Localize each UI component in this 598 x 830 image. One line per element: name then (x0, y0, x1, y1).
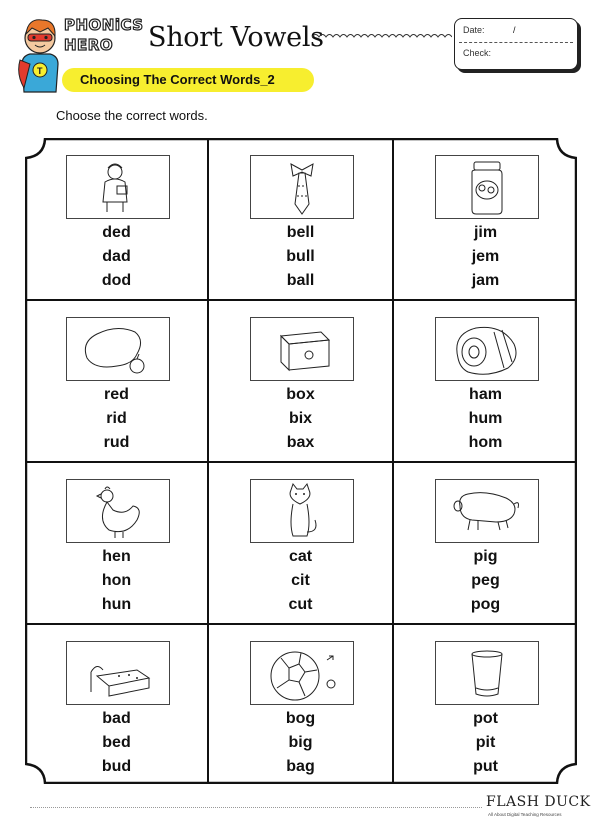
word-option[interactable]: hum (468, 410, 503, 427)
flash-duck-logo (486, 794, 591, 820)
word-option[interactable]: bed (102, 734, 131, 751)
cat-icon (251, 480, 353, 542)
picture-frame (66, 155, 170, 219)
word-option[interactable]: red (104, 386, 129, 403)
word-option[interactable]: dod (101, 272, 132, 289)
word-option[interactable]: rud (103, 434, 130, 451)
logo-tagline: All About Digital Teaching Resources (488, 812, 562, 817)
word-option[interactable]: pog (470, 596, 501, 613)
page-title: Short Vowels (148, 22, 324, 53)
date-label: Date: (463, 25, 485, 35)
picture-frame (66, 317, 170, 381)
word-cell (210, 139, 391, 301)
word-option[interactable]: hun (101, 596, 132, 613)
word-cell (26, 625, 207, 787)
word-cell (26, 463, 207, 625)
ham-icon (436, 318, 538, 380)
word-cell (210, 301, 391, 463)
word-option[interactable]: peg (471, 572, 500, 589)
worksheet-subtitle: Choosing The Correct Words_2 (80, 72, 275, 87)
jam-jar-icon (436, 156, 538, 218)
brand-line-2: HERO (64, 36, 114, 54)
word-option[interactable]: cut (288, 596, 313, 613)
word-option[interactable]: cit (291, 572, 310, 589)
treasure-box-icon (251, 318, 353, 380)
check-label: Check: (463, 48, 492, 58)
word-option[interactable]: big (288, 734, 313, 751)
ball-icon (251, 642, 353, 704)
pig-icon (436, 480, 538, 542)
word-option[interactable]: bax (286, 434, 315, 451)
word-cell (26, 301, 207, 463)
brand-line-1: PHONiCS (64, 16, 144, 34)
bed-icon (67, 642, 169, 704)
word-option[interactable]: bell (286, 224, 315, 241)
word-option[interactable]: bix (288, 410, 313, 427)
picture-frame (435, 641, 539, 705)
word-option[interactable]: bad (102, 710, 131, 727)
word-cell (395, 301, 576, 463)
word-option[interactable]: box (286, 386, 315, 403)
logo-text: FLASH DUCK (486, 794, 591, 810)
picture-frame (66, 641, 170, 705)
word-option[interactable]: bog (285, 710, 316, 727)
word-option[interactable]: pit (475, 734, 496, 751)
word-option[interactable]: ball (286, 272, 315, 289)
word-option[interactable]: put (473, 758, 498, 775)
word-option[interactable]: rid (106, 410, 127, 427)
picture-frame (435, 155, 539, 219)
phonics-hero-mascot-icon (18, 14, 62, 94)
word-cell (395, 139, 576, 301)
word-option[interactable]: pot (473, 710, 498, 727)
word-option[interactable]: jem (471, 248, 500, 265)
picture-frame (66, 479, 170, 543)
picture-frame (250, 155, 354, 219)
picture-frame (250, 317, 354, 381)
potato-icon (67, 318, 169, 380)
picture-frame (435, 317, 539, 381)
word-option[interactable]: bud (101, 758, 132, 775)
word-option[interactable]: ded (102, 224, 131, 241)
date-check-box (454, 18, 578, 70)
phonics-hero-logo (64, 15, 142, 59)
word-cell (210, 463, 391, 625)
word-cell (395, 463, 576, 625)
word-option[interactable]: hen (102, 548, 131, 565)
word-option[interactable]: dad (102, 248, 131, 265)
word-cell (210, 625, 391, 787)
picture-frame (250, 479, 354, 543)
worksheet-grid (25, 138, 577, 784)
word-cell (395, 625, 576, 787)
date-separator (459, 42, 573, 43)
footer-divider (30, 807, 482, 808)
pot-icon (436, 642, 538, 704)
wavy-divider (312, 30, 452, 44)
date-slash: / (513, 25, 516, 35)
boy-icon (67, 156, 169, 218)
word-option[interactable]: bag (286, 758, 315, 775)
word-option[interactable]: bull (286, 248, 315, 265)
svg-text:T: T (37, 66, 43, 76)
word-option[interactable]: hon (101, 572, 132, 589)
picture-frame (250, 641, 354, 705)
word-option[interactable]: cat (288, 548, 313, 565)
word-option[interactable]: hom (468, 434, 503, 451)
word-option[interactable]: jam (471, 272, 500, 289)
hen-icon (67, 480, 169, 542)
word-option[interactable]: jim (473, 224, 498, 241)
bow-tie-icon (251, 156, 353, 218)
word-option[interactable]: pig (473, 548, 498, 565)
instruction-text: Choose the correct words. (56, 108, 208, 123)
word-cell (26, 139, 207, 301)
word-option[interactable]: ham (469, 386, 502, 403)
picture-frame (435, 479, 539, 543)
